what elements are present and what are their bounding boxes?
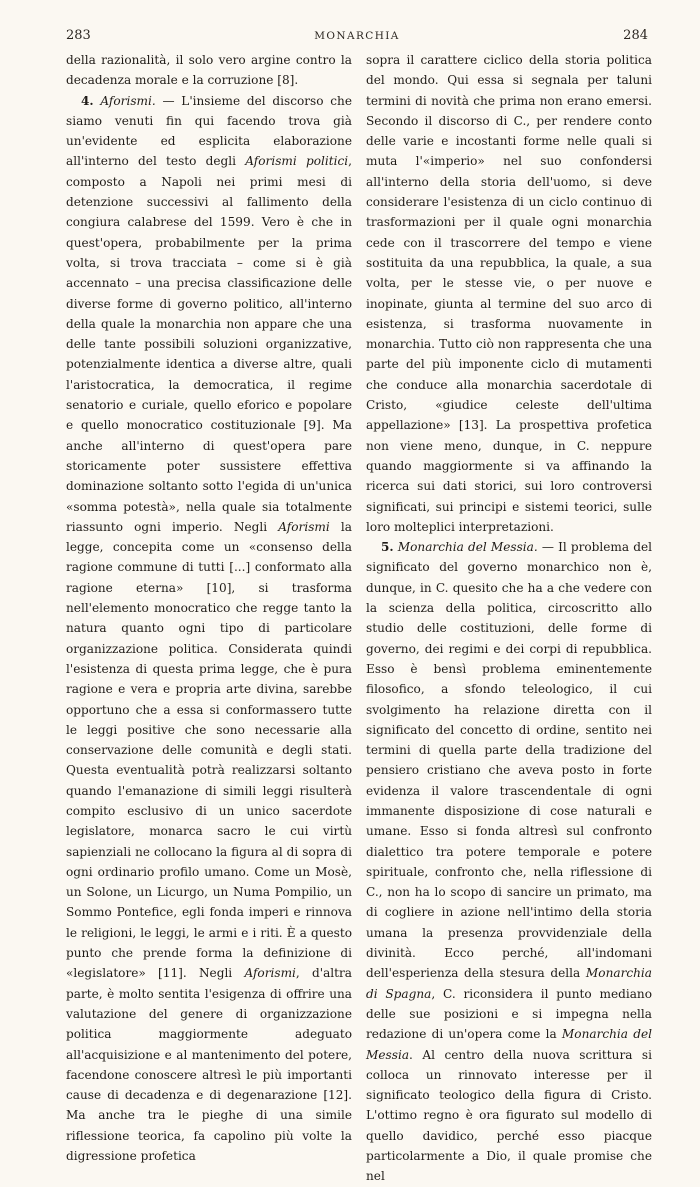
section-5-paragraph	[366, 537, 652, 1187]
body-text: , d'altra parte, è molto sentita l'esigenza di offrire una valutazione del genere di organizzazione politica maggiormente adeguato all'acquisizione e al mantenimento del potere, facendone conoscere altresì le più importanti cause di decadenza e di degenarazione [12]. Ma anche tra le pieghe di una simile riflessione teorica, fa capolino più volte la digressione profetica	[66, 966, 353, 1164]
body-text: , composto a Napoli nei primi mesi di detenzione successivi al fallimento della congiura calabrese del 1599. Vero è che in quest'opera, probabilmente per la prima volta, si trova tracciata – come si è già accennato – una precisa classificazione delle diverse forme di governo politico, all'interno della quale la monarchia non appare che una delle tante possibili soluzioni organizzative, potenzialmente identica a diverse altre, quali l'aristocratica, la democratica, il regime senatorio e curiale, quello eforico e popolare e quello monocratico costituzionale [9]. Ma anche all'interno di quest'opera pare storicamente poter sussistere effettiva dominazione soltanto sotto l'egida di un'unica «somma potestà», nella quale sia totalmente riassunto ogni imperio. Negli	[66, 154, 352, 534]
section-title: Aforismi.	[100, 93, 156, 108]
italic-work-title: Aforismi	[244, 966, 296, 981]
section-title: Monarchia del Messia.	[397, 540, 538, 555]
section-number: 5.	[381, 540, 394, 555]
section-dash: —	[155, 93, 182, 108]
page-header	[66, 26, 648, 46]
running-head: MONARCHIA	[314, 30, 400, 42]
right-page-number: 284	[623, 28, 648, 43]
body-text: la legge, concepita come un «consenso della ragione commune di tutti [...] conformato alla ragione eterna» [10], si trasforma nell'elemento monocratico che regge tanto la natura quanto ogni tipo di particolare organizzazione politica. Considerata quindi l'esistenza di questa prima legge, che è pura ragione e vera e propria arte divina, sarebbe opportuno che a essa si conformassero tutte le leggi positive che sono necessarie alla conservazione delle comunità e degli stati. Questa eventualità potrà realizzarsi soltanto quando l'emanazione di simili leggi risulterà compito esclusivo di un unico sacerdote legislatore, monarca sacro le cui virtù sapienziali ne collocano la figura al di sopra di ogni ordinario profilo umano. Come un Mosè, un Solone, un Licurgo, un Numa Pompilio, un Sommo Pontefice, egli fonda imperi e rinnova le religioni, le leggi, le armi e i riti. È a questo punto che prende forma la definizione di «legislatore» [11]. Negli	[66, 519, 352, 981]
left-page-number: 283	[66, 28, 91, 43]
italic-work-title: Aforismi	[278, 519, 330, 534]
italic-work-title: Monarchia di Spagna	[366, 966, 652, 1001]
body-text: . Al centro della nuova scrittura si colloca un rinnovato interesse per il significato teologico della figura di Cristo. L'ottimo regno è ora figurato sul modello di quello davidico, perché esso piacque particolarmente a Dio, il quale promise che nel	[366, 1047, 652, 1184]
section-dash: —	[537, 540, 559, 555]
body-text: Il problema del significato del governo monarchico non è, dunque, in C. quesito che ha a che vedere con la scienza della politica, circoscritto allo studio delle costituzioni, delle forme di governo, dei regimi e dei corpi di repubblica. Esso è bensì problema eminentemente filosofico, a sfondo teleologico, il cui svolgimento ha relazione diretta con il significato del concetto di ordine, sentito nei termini di quella parte della tradizione del pensiero cristiano che aveva posto in forte evidenza il valore trascendentale di ogni immanente disposizione di cose naturali e umane. Esso si fonda altresì sul confronto dialettico tra potere temporale e potere spirituale, confronto che, nella riflessione di C., non ha lo scopo di sancire un primato, ma di cogliere in azione nell'intimo della storia umana la presenza provvidenziale della divinità. Ecco perché, all'indomani dell'esperienza della stesura della	[366, 540, 652, 981]
body-text: , C. riconsidera il punto mediano delle sue posizioni e si impegna nella redazione di un'opera come la	[366, 986, 652, 1042]
body-text: L'insieme del discorso che siamo venuti fin qui facendo trova già un'evidente ed esplicita elaborazione all'interno del testo degli	[66, 93, 352, 169]
section-4-paragraph	[66, 91, 352, 1167]
italic-work-title: Aforismi politici	[245, 154, 349, 169]
right-text-column	[366, 50, 652, 1184]
paragraph-continued: sopra il carattere ciclico della storia politica del mondo. Qui essa si segnala per taluni termini di novità che prima non erano emersi. Secondo il discorso di C., per rendere conto delle varie e incostanti forme nelle quali si muta l'«imperio» nel suo confondersi all'interno della storia dell'uomo, si deve considerare l'esistenza di un ciclo continuo di trasformazioni per il quale ogni monarchia cede con il trascorrere del tempo e viene sostituita da una repubblica, la quale, a sua volta, per le stesse vie, o per nuove e inopinate, giunta al termine del suo arco di esistenza, si trasforma nuovamente in monarchia. Tutto ciò non rappresenta che una parte del più imponente ciclo di mutamenti che conduce alla monarchia sacerdotale di Cristo, «giudice celeste dell'ultima appellazione» [13]. La prospettiva profetica non viene meno, dunque, in C. neppure quando maggiormente si va affinando la ricerca sui dati storici, sui loro controversi significati, sui principi e sistemi teorici, sulle loro molteplici interpretazioni.	[366, 53, 652, 534]
section-number: 4.	[81, 93, 94, 108]
paragraph-continued: della razionalità, il solo vero argine contro la decadenza morale e la corruzione [8].	[66, 53, 352, 88]
italic-work-title: Monarchia del Messia	[366, 1027, 652, 1062]
left-text-column	[66, 50, 353, 1164]
